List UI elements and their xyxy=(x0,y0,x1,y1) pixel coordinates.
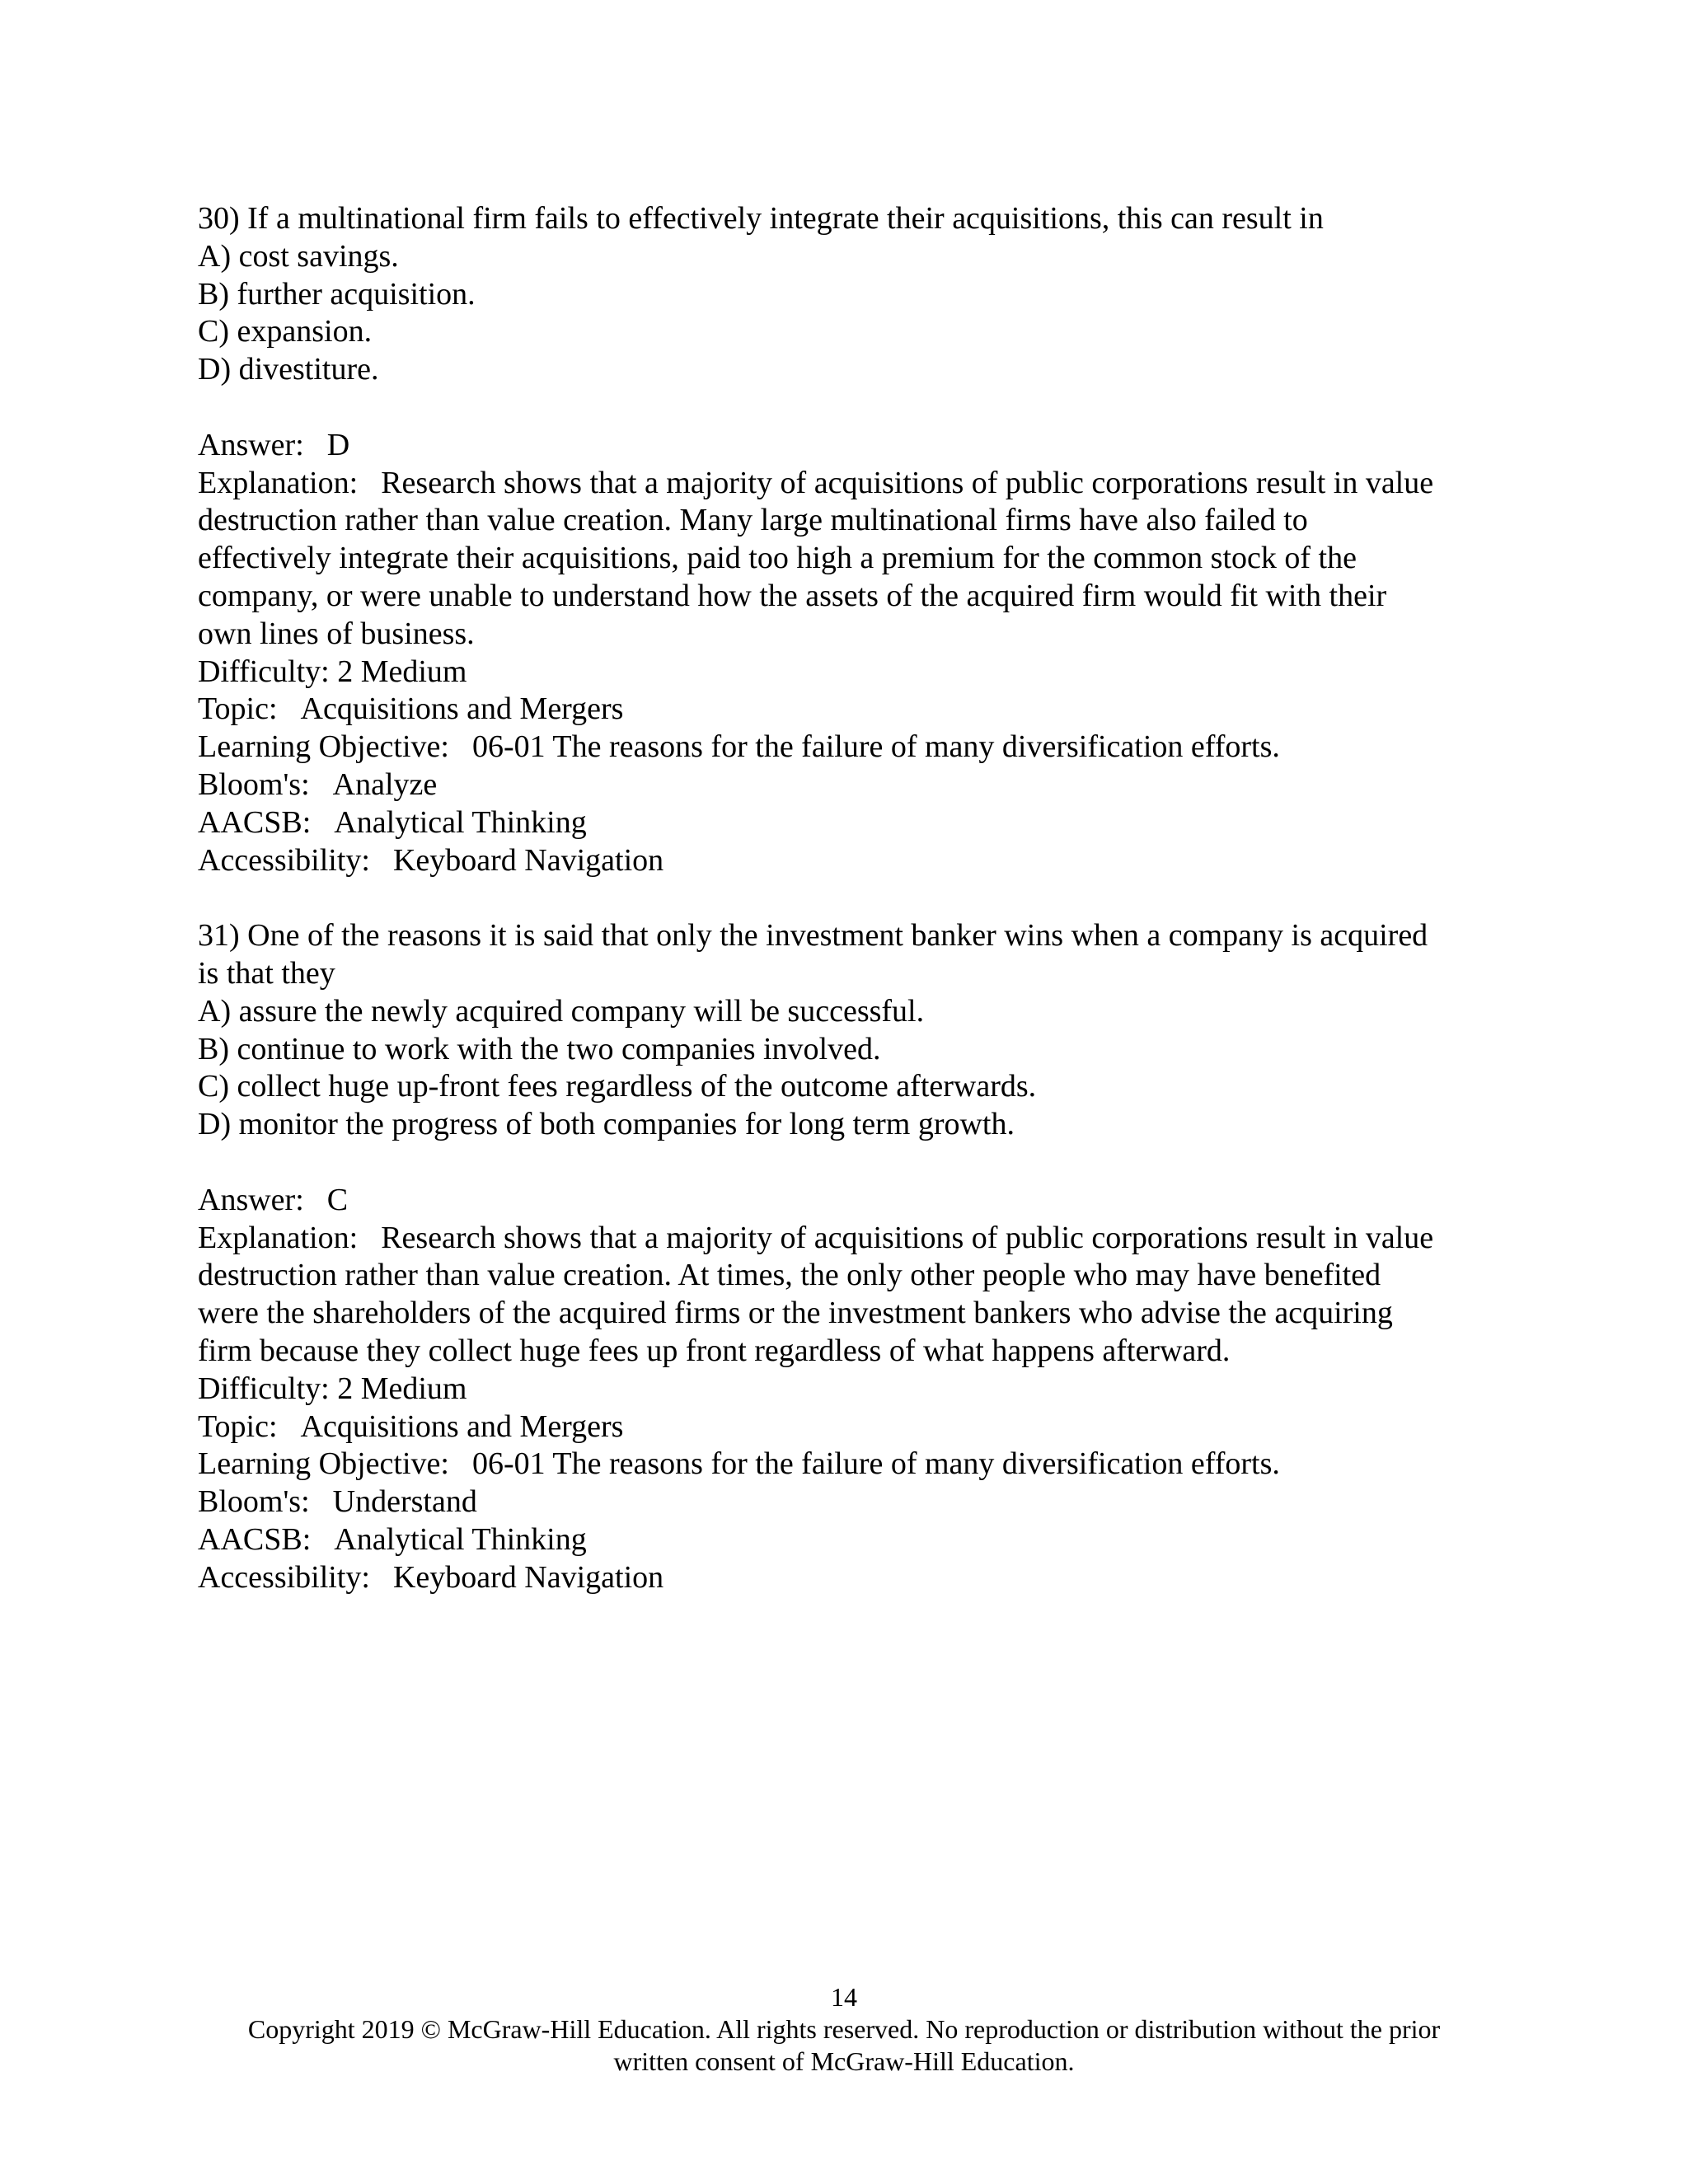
objective-value: 06-01 The reasons for the failure of many diversification efforts. xyxy=(471,729,1280,765)
blooms-value: Understand xyxy=(332,1484,477,1520)
objective-line xyxy=(198,1446,1492,1483)
topic-line xyxy=(198,1408,1492,1446)
aacsb-label: AACSB: xyxy=(198,1521,312,1557)
aacsb-label: AACSB: xyxy=(198,804,312,840)
topic-label: Topic: xyxy=(198,1408,278,1444)
accessibility-label: Accessibility: xyxy=(198,1559,370,1595)
option-a: A) cost savings. xyxy=(198,238,399,274)
option-b: B) further acquisition. xyxy=(198,276,476,312)
option-d: D) divestiture. xyxy=(198,352,379,387)
topic-line xyxy=(198,691,1492,729)
aacsb-value: Analytical Thinking xyxy=(334,804,587,840)
question-30 xyxy=(198,200,1492,879)
objective-value: 06-01 The reasons for the failure of many diversification efforts. xyxy=(471,1446,1280,1482)
accessibility-value: Keyboard Navigation xyxy=(392,1559,664,1595)
answer-label: Answer: xyxy=(198,1182,304,1217)
explanation-line-5: own lines of business. xyxy=(198,616,475,651)
option-c: C) expansion. xyxy=(198,314,373,349)
copyright-notice xyxy=(0,2013,1688,2078)
blooms-value: Analyze xyxy=(332,766,438,802)
explanation-line-3: were the shareholders of the acquired firms or the investment bankers who advise the acquiring xyxy=(198,1296,1393,1331)
blooms-line xyxy=(198,1483,1492,1521)
answer-line xyxy=(198,427,1492,465)
explanation-line-3: effectively integrate their acquisitions, paid too high a premium for the common stock of the xyxy=(198,541,1357,576)
aacsb-value: Analytical Thinking xyxy=(334,1521,587,1557)
difficulty: Difficulty: 2 Medium xyxy=(198,654,467,689)
answer-value: D xyxy=(326,427,350,462)
difficulty: Difficulty: 2 Medium xyxy=(198,1371,467,1406)
option-d: D) monitor the progress of both companies for long term growth. xyxy=(198,1107,1015,1142)
answer-value: C xyxy=(326,1182,349,1217)
spacer xyxy=(198,1144,1492,1182)
copyright-line-2: written consent of McGraw-Hill Education. xyxy=(613,2046,1075,2076)
explanation-line-4: company, or were unable to understand how the assets of the acquired firm would fit with their xyxy=(198,578,1387,613)
question-stem: 30) If a multinational firm fails to effectively integrate their acquisitions, this can result in xyxy=(198,201,1324,236)
question-31 xyxy=(198,917,1492,1596)
spacer xyxy=(198,879,1492,917)
option-b: B) continue to work with the two companies involved. xyxy=(198,1031,881,1066)
explanation-label: Explanation: xyxy=(198,1220,359,1255)
answer-line xyxy=(198,1182,1492,1220)
accessibility-label: Accessibility: xyxy=(198,842,370,878)
accessibility-line xyxy=(198,1559,1492,1597)
objective-line xyxy=(198,729,1492,766)
question-stem-line-1: 31) One of the reasons it is said that only the investment banker wins when a company is acquired xyxy=(198,918,1428,954)
blooms-label: Bloom's: xyxy=(198,1484,310,1520)
topic-value: Acquisitions and Mergers xyxy=(300,1408,624,1444)
option-c: C) collect huge up-front fees regardless of the outcome afterwards. xyxy=(198,1069,1037,1104)
aacsb-line xyxy=(198,804,1492,842)
blooms-line xyxy=(198,766,1492,804)
explanation-line-2: destruction rather than value creation. At times, the only other people who may have benefited xyxy=(198,1258,1381,1293)
answer-label: Answer: xyxy=(198,427,304,462)
copyright-line-1: Copyright 2019 © McGraw-Hill Education. All rights reserved. No reproduction or distribution without the prior xyxy=(247,2014,1441,2044)
spacer xyxy=(198,389,1492,427)
aacsb-line xyxy=(198,1521,1492,1559)
explanation-text: Research shows that a majority of acquisitions of public corporations result in value xyxy=(381,1220,1434,1255)
option-a: A) assure the newly acquired company will be successful. xyxy=(198,993,925,1029)
objective-label: Learning Objective: xyxy=(198,729,449,765)
question-stem-line-2: is that they xyxy=(198,955,335,991)
page-number: 14 xyxy=(831,1982,857,2012)
explanation-line-2: destruction rather than value creation. Many large multinational firms have also failed to xyxy=(198,503,1308,538)
topic-label: Topic: xyxy=(198,691,278,727)
blooms-label: Bloom's: xyxy=(198,766,310,802)
explanation-line-1 xyxy=(198,465,1492,503)
explanation-label: Explanation: xyxy=(198,465,359,500)
topic-value: Acquisitions and Mergers xyxy=(300,691,624,727)
explanation-text: Research shows that a majority of acquisitions of public corporations result in value xyxy=(381,465,1434,500)
objective-label: Learning Objective: xyxy=(198,1446,449,1482)
explanation-line-4: firm because they collect huge fees up front regardless of what happens afterward. xyxy=(198,1333,1231,1368)
document-body xyxy=(198,200,1492,1596)
accessibility-line xyxy=(198,842,1492,880)
accessibility-value: Keyboard Navigation xyxy=(392,842,664,878)
explanation-line-1 xyxy=(198,1220,1492,1258)
